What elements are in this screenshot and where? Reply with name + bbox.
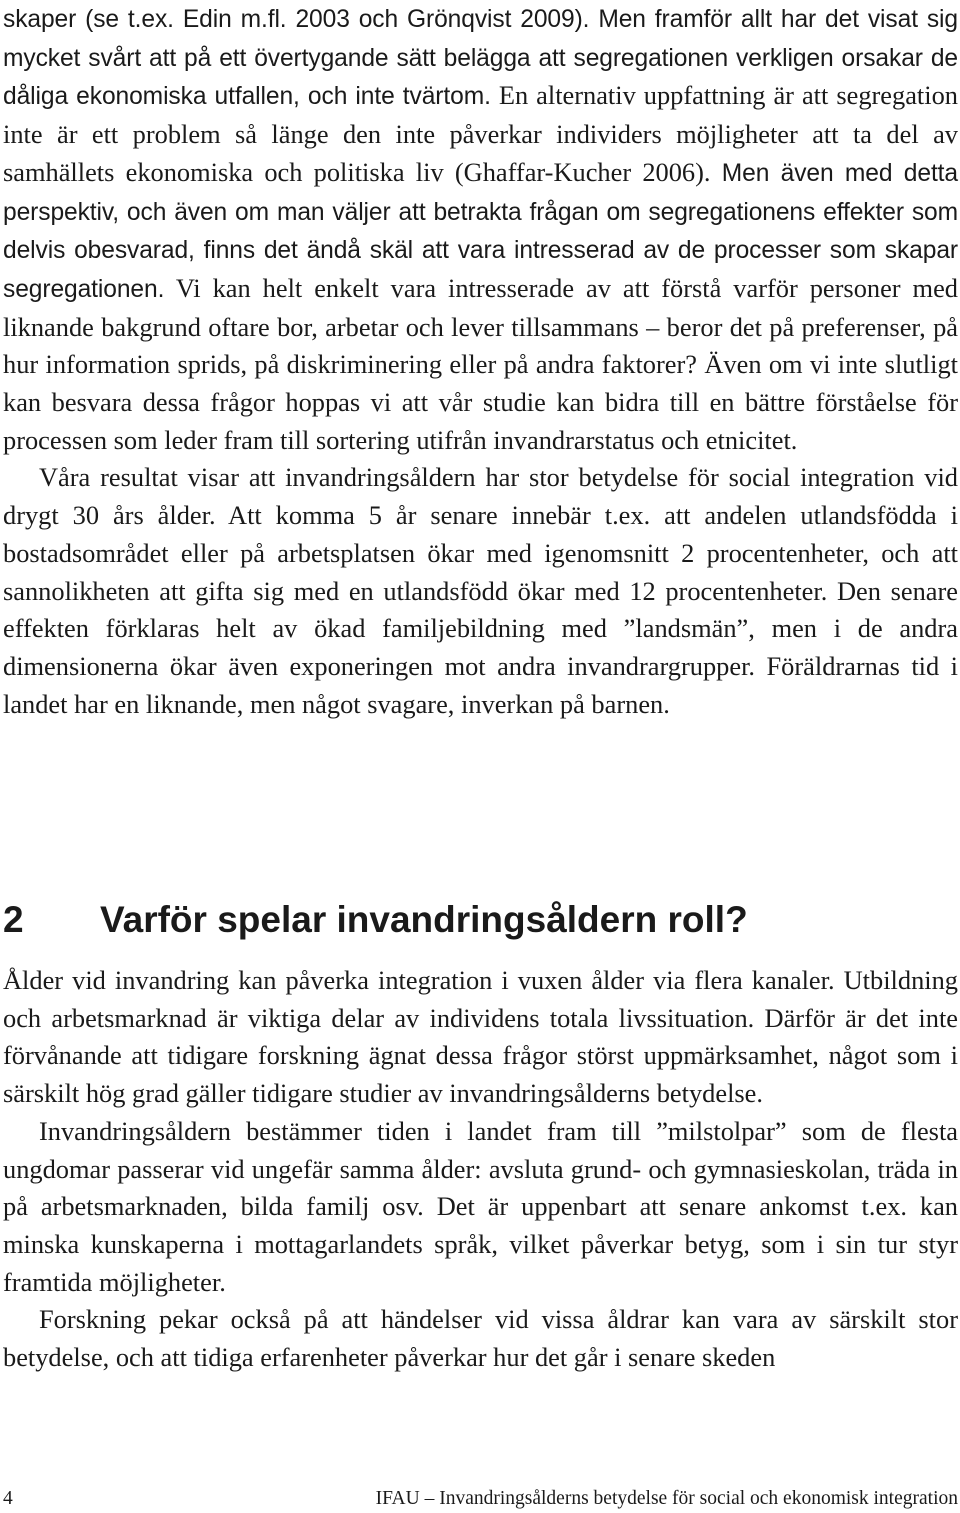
- page-body: [3, 0, 958, 723]
- text-segment: En alternativ uppfattning är att segregation inte är ett problem så länge den inte påverkar individers möjligheter att ta del av samhällets ekonomiska och politiska liv (Ghaffar-Kucher 2006).: [3, 80, 958, 187]
- page-number: 4: [3, 1488, 13, 1509]
- running-title: IFAU – Invandringsålderns betydelse för social och ekonomisk integration: [375, 1488, 958, 1509]
- section-body: [3, 962, 958, 1377]
- text-segment: Vi kan helt enkelt vara intresserade av att förstå varför personer med liknande bakgrund oftare bor, arbetar och lever tillsammans – beror det på preferenser, på hur information sprids, på diskriminering eller på andra faktorer?: [3, 272, 958, 380]
- section-number: 2: [3, 899, 24, 940]
- section-title: Varför spelar invandringsåldern roll?: [100, 899, 748, 940]
- section-heading: [3, 890, 748, 950]
- paragraph-continued: [3, 0, 958, 459]
- paragraph-results: [3, 459, 958, 723]
- text-segment: Även om vi inte slutligt kan besvara dessa frågor hoppas vi att vår studie kan bidra till en bättre förståelse för processen som leder fram till sortering utifrån invandrarstatus och etnicitet.: [3, 349, 958, 455]
- text-segment: Men även med detta perspektiv, och även om man väljer att betrakta frågan om segregationens effekter som delvis obesvarad, finns det ändå skäl att vara intresserad av de processer som skapar segregationen.: [3, 159, 958, 303]
- section-paragraph: Forskning pekar också på att händelser vid vissa åldrar kan vara av särskilt stor betydelse, och att tidiga erfarenheter påverkar hur det går i senare skeden: [3, 1304, 958, 1373]
- text-segment: Våra resultat visar att invandringsåldern har stor betydelse för social integration vid drygt 30 års ålder. Att komma 5 år senare innebär t.ex. att andelen utlandsfödda i bostadsområdet eller på arbetsplatsen ökar med igenomsnitt 2 procentenheter, och att sannolikheten att gifta sig med en utlandsfödd ökar med 12 procentenheter.: [3, 462, 958, 606]
- text-segment: Föräldrarnas tid i landet har en liknande, men något svagare, inverkan på barnen.: [3, 650, 958, 719]
- section-paragraph: Invandringsåldern bestämmer tiden i landet fram till ”milstolpar” som de flesta ungdomar passerar vid ungefär samma ålder: avsluta grund- och gymnasieskolan, träda in på arbetsmarknaden, bilda familj osv. Det är uppenbart att senare ankomst t.ex. kan minska kunskaperna i mottagarlandets språk, vilket påverkar betyg, som i sin tur styr framtida möjligheter.: [3, 1115, 958, 1297]
- text-segment: skaper (se t.ex. Edin m.fl. 2003 och Grönqvist 2009). Men framför allt har det visat sig mycket svårt att på ett övertygande sätt belägga att segregationen verkligen orsakar de dåliga ekonomiska utfallen, och inte tvärtom.: [3, 6, 958, 111]
- text-segment: Den senare effekten förklaras helt av ökad familjebildning med ”landsmän”, men i de andra dimensionerna ökar även exponeringen mot andra invandrargrupper.: [3, 575, 958, 681]
- section-paragraph: Ålder vid invandring kan påverka integration i vuxen ålder via flera kanaler. Utbildning och arbetsmarknad är viktiga delar av individens totala livssituation. Därför är det inte förvånande att tidigare forskning ägnat dessa frågor störst uppmärksamhet, något som i särskilt hög grad gäller tidigare studier av invandringsålderns betydelse.: [3, 965, 958, 1109]
- page-footer: [3, 1487, 958, 1511]
